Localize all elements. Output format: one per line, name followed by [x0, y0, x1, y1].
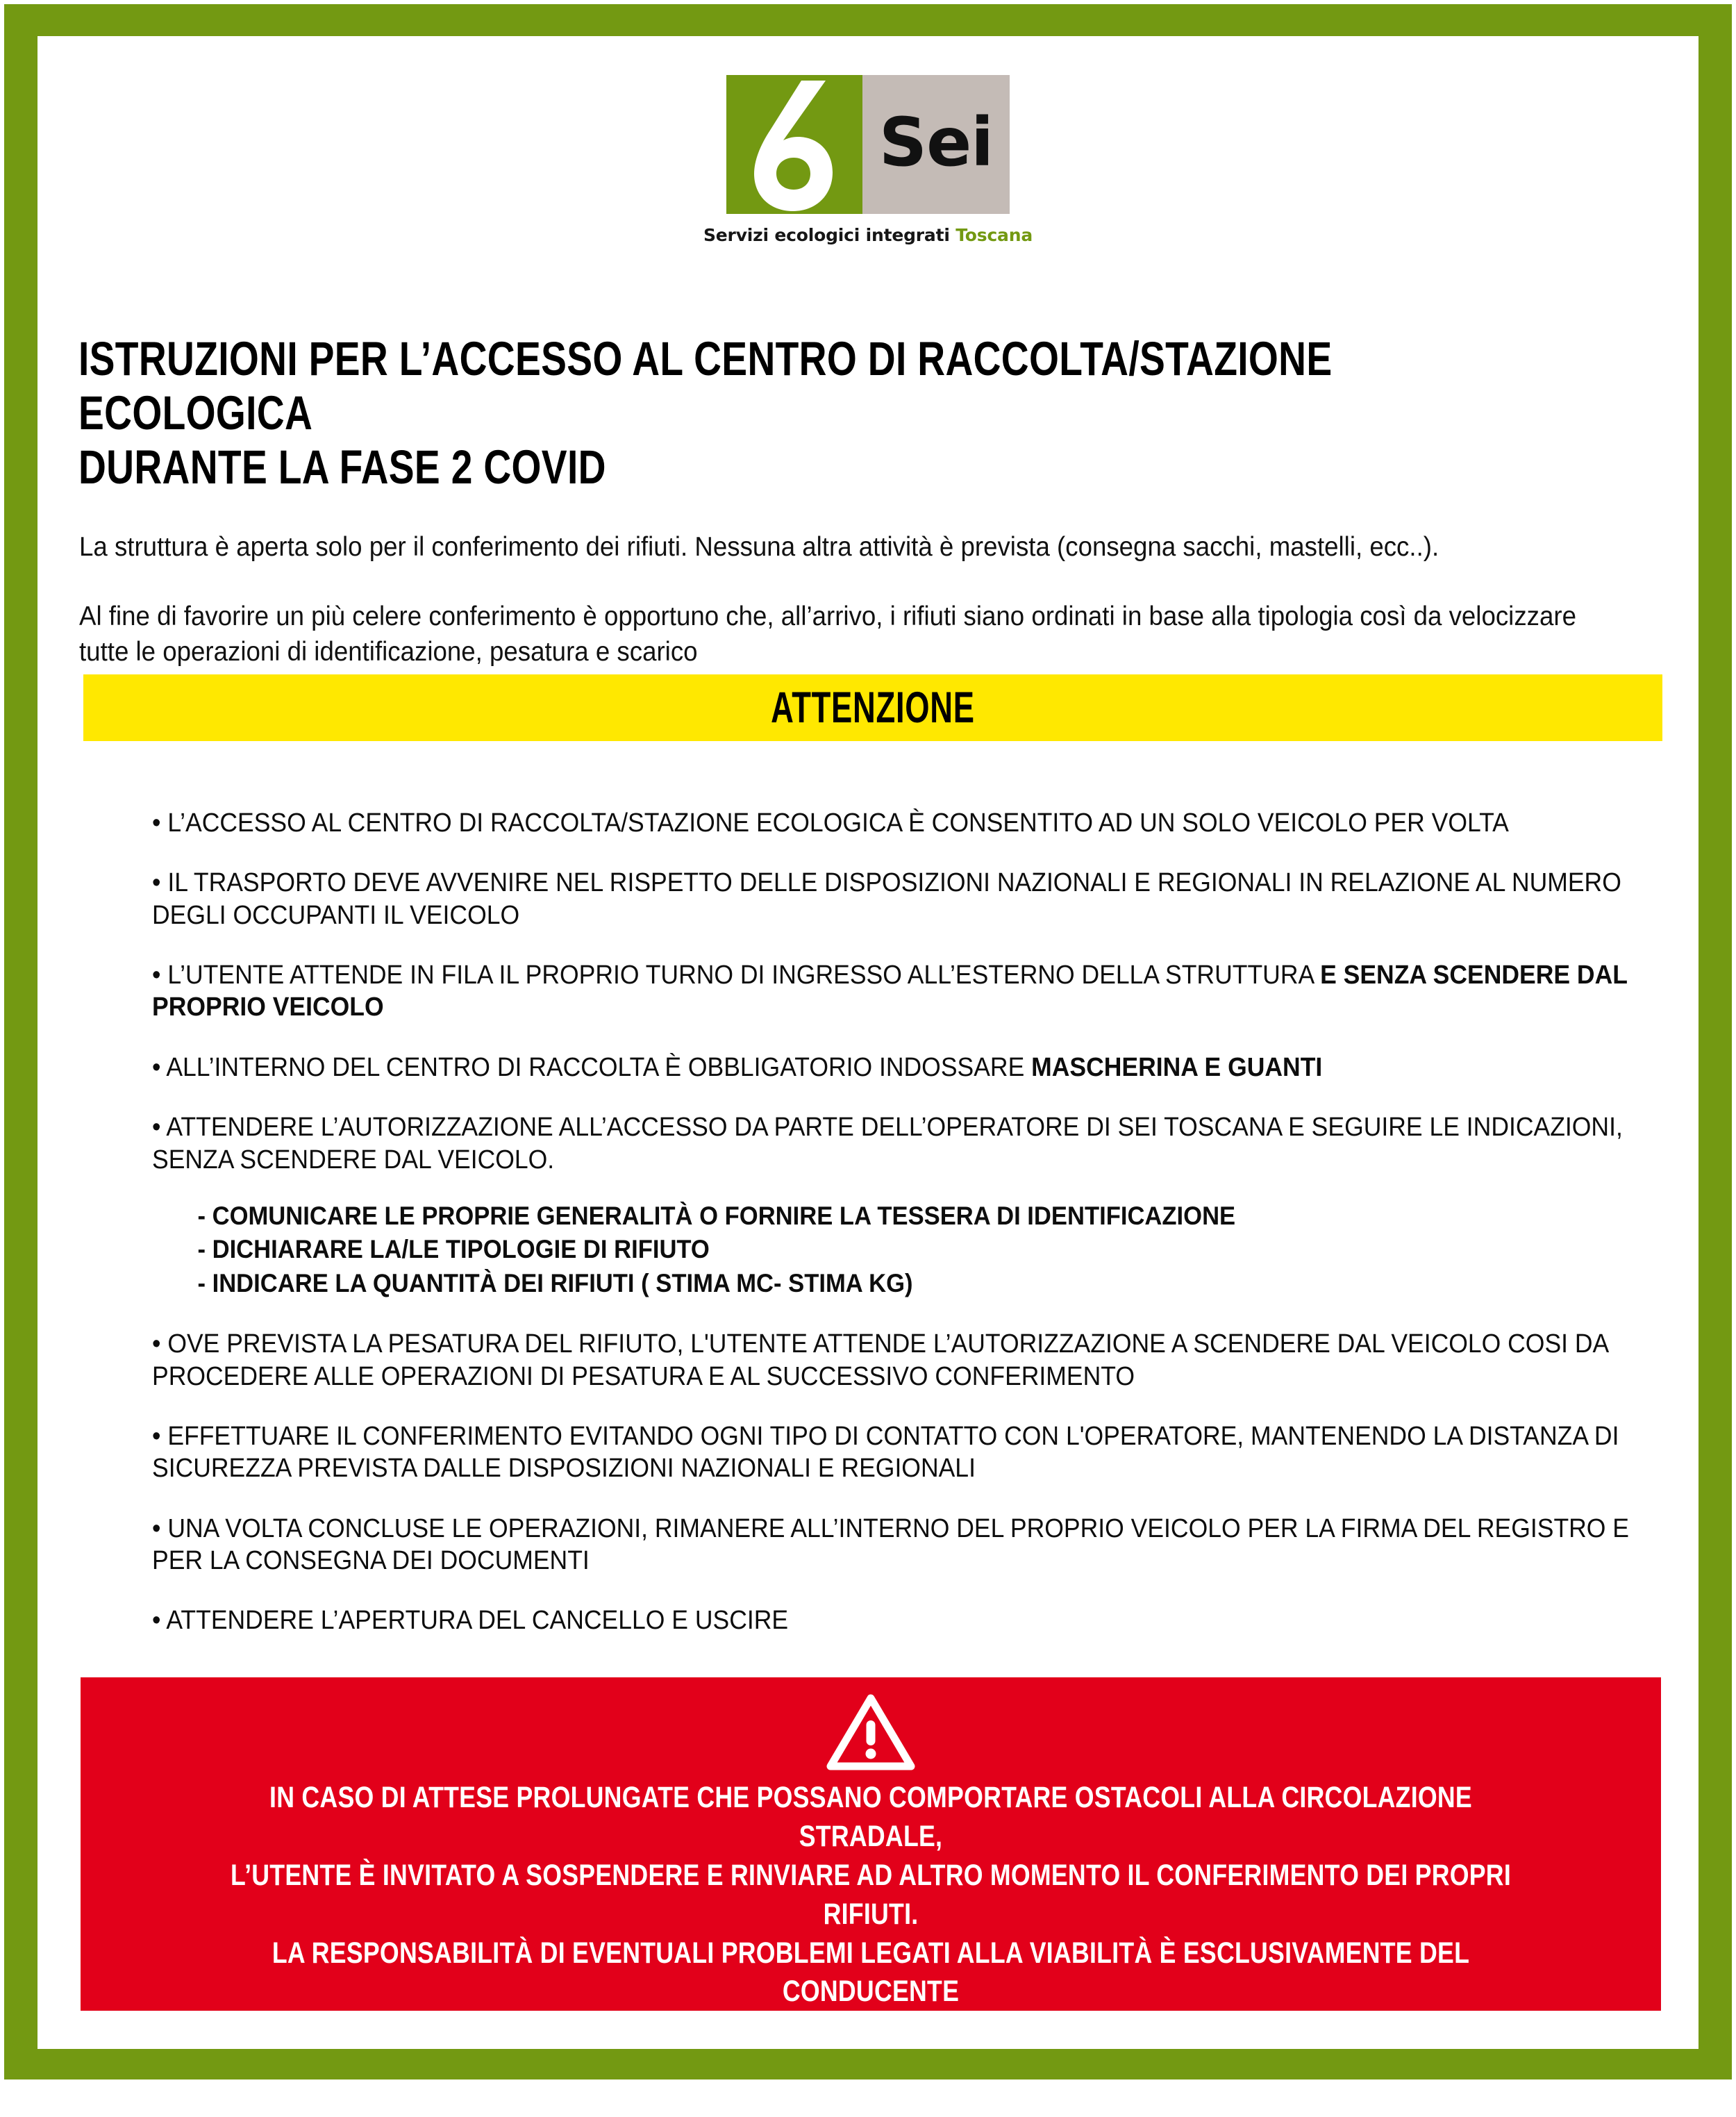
instruction-text: ALL’INTERNO DEL CENTRO DI RACCOLTA È OBBLIGATORIO INDOSSARE [166, 1052, 1032, 1082]
bullet-marker: • [152, 808, 168, 838]
logo-tagline-accent: Toscana [955, 225, 1033, 245]
instruction-text: L’ACCESSO AL CENTRO DI RACCOLTA/STAZIONE ECOLOGICA È CONSENTITO AD UN SOLO VEICOLO PER VOLTA [167, 808, 1509, 838]
page-title [78, 332, 1356, 495]
instruction-text: OVE PREVISTA LA PESATURA DEL RIFIUTO, L'UTENTE ATTENDE L’AUTORIZZAZIONE A SCENDERE DAL VEICOLO COSI DA PROCEDERE ALLE OPERAZIONI DI PESATURA E AL SUCCESSIVO CONFERIMENTO [152, 1329, 1608, 1391]
attention-banner [83, 674, 1662, 741]
bullet-marker: • [152, 1422, 168, 1451]
logo-wordmark: Sei [878, 103, 994, 181]
logo-tagline [703, 225, 1033, 245]
instruction-text: UNA VOLTA CONCLUSE LE OPERAZIONI, RIMANERE ALL’INTERNO DEL PROPRIO VEICOLO PER LA FIRMA DEL REGISTRO E PER LA CONSEGNA DEI DOCUMENTI [152, 1513, 1630, 1576]
alert-line-4: DEL VEICOLO. [782, 2014, 960, 2048]
instruction-text: ATTENDERE L’APERTURA DEL CANCELLO E USCIRE [166, 1606, 789, 1636]
poster-sheet [37, 36, 1699, 2114]
instruction-text: IL TRASPORTO DEVE AVVENIRE NEL RISPETTO DELLE DISPOSIZIONI NAZIONALI E REGIONALI IN RELAZIONE AL NUMERO DEGLI OCCUPANTI IL VEICOLO [152, 868, 1621, 930]
instruction-text-emphasis: MASCHERINA E GUANTI [1031, 1052, 1323, 1082]
logo-marks [726, 75, 1010, 214]
intro-paragraph-2: Al fine di favorire un più celere conferimento è opportuno che, all’arrivo, i rifiuti siano ordinati in base alla tipologia così da velocizzare tutte le operazioni di identificazione, pesatura e scarico [79, 601, 1576, 667]
logo-grey-tile [862, 75, 1010, 214]
bullet-marker: • [152, 1329, 168, 1359]
alert-line-1: IN CASO DI ATTESE PROLUNGATE CHE POSSANO COMPORTARE OSTACOLI ALLA CIRCOLAZIONE STRADALE, [269, 1781, 1472, 1853]
instruction-subitem: - DICHIARARE LA/LE TIPOLOGIE DI RIFIUTO [197, 1235, 710, 1264]
intro-paragraph-1: La struttura è aperta solo per il conferimento dei rifiuti. Nessuna altra attività è prevista (consegna sacchi, mastelli, ecc..). [79, 532, 1439, 562]
instruction-subitem: - COMUNICARE LE PROPRIE GENERALITÀ O FORNIRE LA TESSERA DI IDENTIFICAZIONE [197, 1201, 1236, 1230]
alert-line-2: L’UTENTE È INVITATO A SOSPENDERE E RINVIARE AD ALTRO MOMENTO IL CONFERIMENTO DEI PROPRI RIFIUTI. [230, 1858, 1511, 1931]
instruction-text: ATTENDERE L’AUTORIZZAZIONE ALL’ACCESSO DA PARTE DELL’OPERATORE DI SEI TOSCANA E SEGUIRE LE INDICAZIONI, SENZA SCENDERE DAL VEICOLO. [152, 1113, 1623, 1174]
instruction-text-emphasis: E SENZA SCENDERE DAL PROPRIO VEICOLO [152, 961, 1628, 1022]
instruction-item [152, 807, 1685, 839]
logo-six-numeral-icon [726, 75, 862, 214]
instruction-item [152, 1052, 1685, 1084]
instruction-item [152, 1604, 1685, 1636]
instruction-list [152, 781, 1694, 1665]
bullet-marker: • [152, 868, 168, 898]
instruction-item [152, 1420, 1685, 1485]
poster-frame [4, 4, 1732, 2114]
bullet-marker: • [152, 1513, 168, 1543]
bullet-marker: • [152, 1606, 167, 1636]
instruction-item [152, 1513, 1685, 1577]
bullet-marker: • [152, 1113, 167, 1143]
instruction-subitem-list [152, 1199, 1685, 1300]
attention-banner-label: ATTENZIONE [771, 683, 975, 732]
instruction-text: L’UTENTE ATTENDE IN FILA IL PROPRIO TURNO DI INGRESSO ALL’ESTERNO DELLA STRUTTURA [167, 961, 1321, 990]
warning-triangle-icon [824, 1691, 918, 1775]
brand-logo [37, 75, 1699, 245]
page-title-line2: DURANTE LA FASE 2 COVID [78, 440, 606, 495]
instruction-item [152, 1111, 1685, 1300]
alert-body [215, 1779, 1526, 2050]
alert-box [81, 1677, 1661, 2114]
bullet-marker: • [152, 961, 168, 990]
alert-final-line: È SEVERAMENTE VIETATO ABBANDONARE I RIFIUTI FUORI DAL CENTRO DI RACCOLTA [335, 2080, 1407, 2114]
instruction-subitem: - INDICARE LA QUANTITÀ DEI RIFIUTI ( STIMA MC- STIMA KG) [197, 1268, 913, 1297]
logo-tagline-main: Servizi ecologici integrati [703, 225, 950, 245]
alert-line-3: LA RESPONSABILITÀ DI EVENTUALI PROBLEMI LEGATI ALLA VIABILITÀ È ESCLUSIVAMENTE DEL CONDUCENTE [272, 1936, 1470, 2009]
bullet-marker: • [152, 1052, 167, 1082]
instruction-item [152, 867, 1685, 931]
page-title-line1: ISTRUZIONI PER L’ACCESSO AL CENTRO DI RACCOLTA/STAZIONE ECOLOGICA [78, 332, 1333, 440]
instruction-item [152, 1328, 1685, 1393]
instruction-item [152, 959, 1685, 1024]
logo-green-tile [726, 75, 862, 214]
instruction-text: EFFETTUARE IL CONFERIMENTO EVITANDO OGNI TIPO DI CONTATTO CON L'OPERATORE, MANTENENDO LA DISTANZA DI SICUREZZA PREVISTA DALLE DISPOSIZIONI NAZIONALI E REGIONALI [152, 1422, 1619, 1484]
